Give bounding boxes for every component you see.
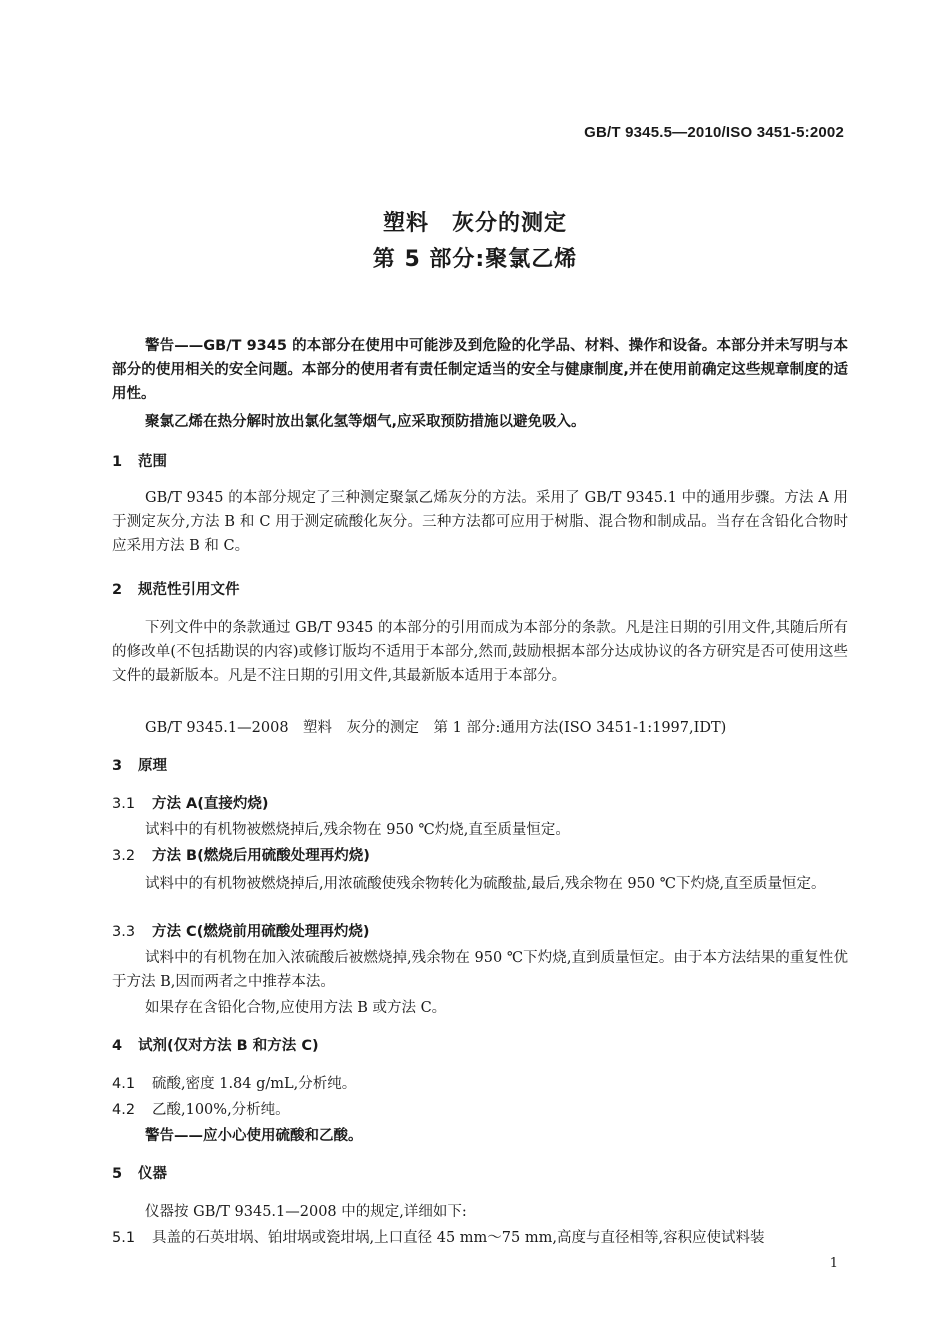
warning-label: 警告—— xyxy=(145,338,204,354)
section-3-3-text: 试料中的有机物在加入浓硫酸后被燃烧掉,残余物在 950 ℃下灼烧,直到质量恒定。由于本方法结果的重复性优于方法 B,因而两者之中推荐本法。 xyxy=(112,950,848,990)
section-3-3-note: 如果存在含铅化合物,应使用方法 B 或方法 C。 xyxy=(145,1000,447,1016)
section-3-2-text: 试料中的有机物被燃烧掉后,用浓硫酸使残余物转化为硫酸盐,最后,残余物在 950 ℃下灼烧,直至质量恒定。 xyxy=(145,876,826,892)
section-4-warning: 警告——应小心使用硫酸和乙酸。 xyxy=(145,1128,363,1144)
section-4-heading: 4 试剂(仅对方法 B 和方法 C) xyxy=(112,1038,319,1054)
section-3-2-heading: 3.2 方法 B(燃烧后用硫酸处理再灼烧) xyxy=(112,848,370,864)
section-1-text: GB/T 9345 的本部分规定了三种测定聚氯乙烯灰分的方法。采用了 GB/T 9345.1 中的通用步骤。方法 A 用于测定灰分,方法 B 和 C 用于测定硫酸化灰分。三种方法都可应用于树脂、混合物和制成品。当存在含铅化合物时应采用方法 B 和 C。 xyxy=(112,490,848,554)
warning-paragraph-2: 聚氯乙烯在热分解时放出氯化氢等烟气,应采取预防措施以避免吸入。 xyxy=(145,414,586,430)
warning-text: GB/T 9345 的本部分在使用中可能涉及到危险的化学品、材料、操作和设备。本部分并未写明与本部分的使用相关的安全问题。本部分的使用者有责任制定适当的安全与健康制度,并在使用前确定这些规章制度的适用性。 xyxy=(112,338,848,402)
section-3-1-heading: 3.1 方法 A(直接灼烧) xyxy=(112,796,269,812)
section-5-1: 5.1 具盖的石英坩埚、铂坩埚或瓷坩埚,上口直径 45 mm～75 mm,高度与直径相等,容积应使试料装 xyxy=(112,1230,765,1246)
warning-paragraph xyxy=(112,334,848,406)
section-5-text: 仪器按 GB/T 9345.1—2008 中的规定,详细如下: xyxy=(145,1204,467,1220)
section-3-heading: 3 原理 xyxy=(112,758,167,774)
section-4-2: 4.2 乙酸,100%,分析纯。 xyxy=(112,1102,290,1118)
section-5-heading: 5 仪器 xyxy=(112,1166,167,1182)
section-2-reference: GB/T 9345.1—2008 塑料 灰分的测定 第 1 部分:通用方法(ISO 3451-1:1997,IDT) xyxy=(145,720,727,736)
section-2-text: 下列文件中的条款通过 GB/T 9345 的本部分的引用而成为本部分的条款。凡是注日期的引用文件,其随后所有的修改单(不包括勘误的内容)或修订版均不适用于本部分,然而,鼓励根据本部分达成协议的各方研究是否可使用这些文件的最新版本。凡是不注日期的引用文件,其最新版本适用于本部分。 xyxy=(112,620,848,684)
section-3-1-text: 试料中的有机物被燃烧掉后,残余物在 950 ℃灼烧,直至质量恒定。 xyxy=(145,822,570,838)
document-title: 塑料 灰分的测定 xyxy=(382,211,567,236)
document-subtitle: 第 5 部分:聚氯乙烯 xyxy=(372,247,578,272)
standard-number: GB/T 9345.5—2010/ISO 3451-5:2002 xyxy=(584,124,844,141)
page-number: 1 xyxy=(829,1256,838,1271)
section-1-heading: 1 范围 xyxy=(112,454,167,470)
section-2-heading: 2 规范性引用文件 xyxy=(112,582,240,598)
section-3-3-heading: 3.3 方法 C(燃烧前用硫酸处理再灼烧) xyxy=(112,924,370,940)
section-4-1: 4.1 硫酸,密度 1.84 g/mL,分析纯。 xyxy=(112,1076,357,1092)
